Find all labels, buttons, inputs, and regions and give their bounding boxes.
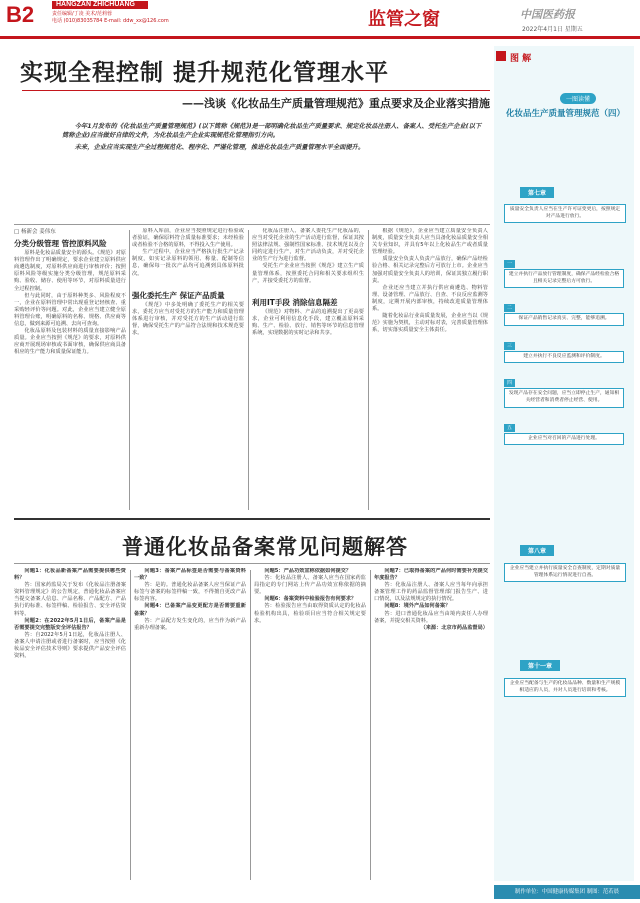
editor-credit: 责任编辑/丁凌 美术/范莉蓉 — [52, 11, 112, 17]
body-paragraph: 化妆品原料及包装材料的质量直接影响产品质量。企业应当按照《规范》的要求，对原料供应商开展现场审核或书面审核，确保供应商具备相应的生产能力和质量保证能力。 — [14, 328, 126, 356]
section-tag: 图 解 — [510, 54, 532, 64]
answer: 答：化妆品注册人、备案人应当每年向承担备案管理工作的药品监督管理部门报告生产、进口情况，以及法规规定的执行情况。 — [374, 582, 488, 603]
question: 问题6：备案资料中检验报告有何要求？ — [264, 596, 357, 603]
step-item — [504, 414, 624, 446]
body-paragraph: 《规范》对物料、产品的追溯提出了更高要求，企业可利用信息化手段，建立覆盖原料采购、生产、检验、放行、销售等环节的信息管理系统，实现数据的实时记录和共享。 — [252, 308, 364, 337]
chapter-text: 企业应当建立并执行质量安全自查制度，定期对质量管理体系运行情况进行自查。 — [504, 563, 626, 582]
column-rule — [250, 570, 251, 880]
chapter-label: 第十一章 — [520, 660, 560, 671]
body-paragraph: 《规范》中多处明确了委托生产的相关要求，委托方应当对受托方的生产能力和质量管理体系进行审核，并对受托方的生产活动进行监督，确保受托生产的产品符合法规和技术规范要求。 — [132, 301, 244, 337]
answer: 答：产品配方发生变化的，应当作为新产品重新办理备案。 — [134, 617, 246, 631]
article2-column-1 — [14, 568, 126, 883]
step-item — [504, 332, 624, 364]
answer: 答：是的。普通化妆品备案人应当保证产品标签与备案的标签样稿一致，不得擅自更改产品标签内容。 — [134, 582, 246, 603]
step-text: 建立并执行产品放行管理制度，确保产品经检验合格且相关记录完整后方可放行。 — [504, 269, 624, 288]
byline: □ 杨新会 姜伟东 — [14, 229, 56, 235]
article2-title: 普通化妆品备案常见问题解答 — [122, 534, 408, 559]
contact-line: 电话 (010)83035784 E-mail: ddw_xx@126.com — [52, 17, 169, 24]
question: 问题4：已备案产品变更配方是否需要重新备案？ — [134, 603, 246, 617]
body-paragraph: 原料入库前，企业应当按照规定进行检验或者验证，确保原料符合质量标准要求；未经检验或者检验不合格的原料，不得投入生产使用。 — [132, 228, 244, 249]
step-text: 建立并执行不良反应监测和评价制度。 — [504, 351, 624, 364]
question: 问题3：备案产品标签是否需要与备案资料一致？ — [134, 568, 246, 582]
answer: 答：自2022年5月1日起，化妆品注册人、备案人申请注册或者进行备案时，应当按照《化妆品安全评估技术导则》要求提供产品安全评估资料。 — [14, 631, 126, 660]
infographic-title: 化妆品生产质量管理规范（四） — [506, 109, 626, 119]
column-rule — [129, 230, 130, 510]
body-paragraph: 原料是化妆品质量安全的源头。《规范》对原料管理作出了明确规定，要求企业建立原料供应商遴选制度，对原料供应商进行审核评价；按照原料风险等级实施分类分级管理，规范原料采购、验收、储存、使用等环节，对原料质量进行全过程控制。 — [14, 250, 126, 292]
column-rule — [370, 570, 371, 880]
step-text: 保证产品销售记录真实、完整，能够追溯。 — [504, 313, 624, 326]
step-number: 二 — [504, 304, 515, 312]
column-rule — [248, 230, 249, 510]
article2-column-2 — [134, 568, 246, 883]
article1-column-1 — [14, 236, 126, 511]
column-name: 监管之窗 — [368, 9, 440, 30]
intro-paragraph: 未来，企业应当实现生产全过程规范化、程序化、严谨化管理，推进化妆品生产质量管理水平全面提升。 — [74, 144, 365, 151]
body-paragraph: 企业还应当建立并执行供应商遴选、物料管理、设备管理、产品放行、自查、不良反应监测等制度，定期开展内部审核，持续改进质量管理体系。 — [372, 284, 488, 313]
body-paragraph: 生产过程中，企业应当严格执行批生产记录制度，如实记录原料的领用、称量、配制等信息，确保每一批次产品均可追溯到具体原料批次。 — [132, 249, 244, 277]
step-item — [504, 369, 624, 407]
question: 问题2：在2022年5月1日后，备案产品是否需要提交完整版安全评估报告？ — [14, 617, 126, 631]
chapter-label: 第七章 — [520, 187, 554, 198]
section-tag-marker — [496, 51, 506, 61]
question: 问题8：境外产品如何备案？ — [384, 603, 451, 610]
infographic-credit: 制作单位：中国健康传媒集团 制图：范若晨 — [494, 885, 640, 899]
section-divider — [14, 518, 490, 520]
article1-column-4 — [372, 228, 488, 511]
editor-line — [52, 11, 202, 24]
answer: 答：检验报告应当由取得资质认定的化妆品检验机构出具，检验项目应当符合相关规定要求。 — [254, 603, 366, 624]
answer: 答：化妆品注册人、备案人应当在国家药监局指定的专门网站上传产品功效宣称依据的摘要。 — [254, 575, 366, 596]
step-number: 五 — [504, 424, 515, 432]
issue-date: 2022年4月1日 星期五 — [522, 26, 583, 33]
body-paragraph: 随着化妆品行业高质量发展，企业应当以《规范》实施为契机，主动对标对表，完善质量管理体系，切实落实质量安全主体责任。 — [372, 313, 488, 334]
step-item — [504, 250, 624, 288]
column-rule — [130, 570, 131, 880]
body-paragraph: 质量安全负责人负责产品放行，确保产品经检验合格、相关记录完整后方可放行上市。企业应当加强对质量安全负责人的培训，保证其独立履行职责。 — [372, 256, 488, 284]
body-paragraph: 但与此同时，由于原料种类多、风险程度不一，企业在原料管理中常出现重登记轻核查、重采购轻评价等问题。对此，企业应当建立健全原料管理台账，明确原料的名称、规格、供应商等信息，做到来源可追溯、去向可查询。 — [14, 292, 126, 328]
article1-column-3 — [252, 228, 364, 511]
source-credit: （来源：北京市药品监督局） — [420, 624, 488, 631]
infographic-intro: 质量安全负责人应当在生产许可证变更后，按照规定对产品进行放行。 — [504, 204, 626, 223]
column-rule — [368, 230, 369, 510]
step-number: 三 — [504, 342, 515, 350]
title-rule — [22, 90, 490, 91]
answer: 答：国家药监局关于发布《化妆品注册备案资料管理规定》的公告规定，普通化妆品备案应当提交备案人信息、产品名称、产品配方、产品执行的标准、标签样稿、检验报告、安全评估资料等。 — [14, 582, 126, 617]
question: 问题7：已取得备案的产品何时需要补充提交年度报告？ — [374, 568, 488, 582]
chapter-label: 第八章 — [520, 545, 554, 556]
article2-column-4 — [374, 568, 488, 883]
answer: 答：进口普通化妆品应当由境内责任人办理备案，并提交相关资料。 — [374, 610, 488, 624]
divider — [14, 224, 490, 225]
article-subtitle: ——浅谈《化妆品生产质量管理规范》重点要求及企业落实措施 — [182, 97, 490, 110]
section-heading: 利用IT手段 消除信息隔差 — [252, 297, 338, 307]
body-paragraph: 根据《规范》，企业应当建立质量安全负责人制度，质量安全负责人应当具备化妆品质量安全相关专业知识，并具有5年以上化妆品生产或者质量管理经验。 — [372, 228, 488, 256]
section-heading: 分类分级管理 管控原料风险 — [14, 239, 107, 248]
section-heading: 强化委托生产 保证产品质量 — [132, 290, 225, 300]
article-intro — [62, 122, 487, 222]
body-paragraph: 化妆品注册人、备案人委托生产化妆品的，应当对受托企业的生产活动进行监督，保证其按照法律法规、强制性国家标准、技术规范以及合同约定进行生产，对生产活动负责，并对受托企业的生产行为进行监督。 — [252, 228, 364, 263]
column-pinyin: HANGZAN ZHICHUANG — [52, 1, 148, 9]
chapter-text: 企业应当配备与生产的化妆品品种、数量和生产规模相适应的人员，并对人员进行培训和考核。 — [504, 678, 626, 697]
step-text: 发现产品存在安全问题，应当立即停止生产，通知相关经营者和消费者停止经营、使用。 — [504, 388, 624, 407]
paper-name: 中国医药报 — [520, 8, 575, 21]
infographic-steps — [504, 250, 624, 451]
body-paragraph: 受托生产企业应当按照《规范》建立生产质量管理体系，按照委托合同和相关要求组织生产，并接受委托方的监督。 — [252, 263, 364, 284]
step-text: 企业应当对召回的产品进行处理。 — [504, 433, 624, 446]
step-number: 一 — [504, 260, 515, 268]
article1-column-2 — [132, 228, 244, 511]
article2-column-3 — [254, 568, 366, 883]
step-number: 四 — [504, 379, 515, 387]
intro-paragraph: 今年1月发布的《化妆品生产质量管理规范》(以下简称《规范》)是一部明确化妆品生产质量要求、规定化妆品注册人、备案人、受托生产企业(以下简称企业)应当做好自律的文件，为化妆品生产企业实现规范化管理指引方向。 — [62, 123, 482, 139]
infographic-badge: 一图读懂 — [560, 93, 596, 104]
article-title: 实现全程控制 提升规范化管理水平 — [20, 59, 390, 86]
question: 问题1：化妆品新备案产品需要提供哪些资料？ — [14, 568, 126, 582]
page-code: B2 — [6, 2, 35, 27]
question: 问题5：产品功效宣称依据如何提交？ — [264, 568, 352, 574]
infographic-panel — [494, 46, 634, 881]
divider — [14, 563, 490, 564]
step-item — [504, 294, 624, 326]
